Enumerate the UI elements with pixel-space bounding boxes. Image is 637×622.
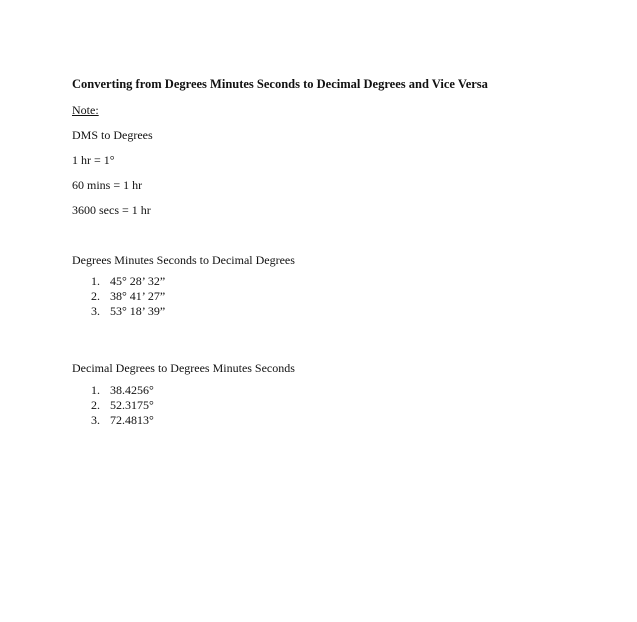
list-item — [91, 274, 165, 289]
list-item — [91, 289, 165, 304]
list-text: 72.4813° — [110, 413, 154, 427]
dd-list — [91, 383, 154, 428]
list-number: 1. — [91, 274, 100, 288]
list-item — [91, 383, 154, 398]
text-line: DMS to Degrees — [72, 128, 153, 142]
dms-list — [91, 274, 165, 319]
list-text: 52.3175° — [110, 398, 154, 412]
note-label: Note: — [72, 103, 99, 117]
list-text: 38° 41’ 27” — [110, 289, 166, 303]
section-heading-dms-to-dd: Degrees Minutes Seconds to Decimal Degrees — [72, 253, 295, 267]
list-number: 2. — [91, 289, 100, 303]
list-item — [91, 304, 165, 319]
list-number: 3. — [91, 413, 100, 427]
text-line: 3600 secs = 1 hr — [72, 203, 151, 217]
text-line: 1 hr = 1° — [72, 153, 115, 167]
text-line: 60 mins = 1 hr — [72, 178, 143, 192]
list-number: 2. — [91, 398, 100, 412]
list-item — [91, 413, 154, 428]
list-text: 38.4256° — [110, 383, 154, 397]
list-number: 3. — [91, 304, 100, 318]
list-text: 45° 28’ 32” — [110, 274, 166, 288]
section-heading-dd-to-dms: Decimal Degrees to Degrees Minutes Seconds — [72, 361, 295, 375]
list-item — [91, 398, 154, 413]
list-number: 1. — [91, 383, 100, 397]
document-title: Converting from Degrees Minutes Seconds to Decimal Degrees and Vice Versa — [72, 77, 488, 91]
list-text: 53° 18’ 39” — [110, 304, 166, 318]
